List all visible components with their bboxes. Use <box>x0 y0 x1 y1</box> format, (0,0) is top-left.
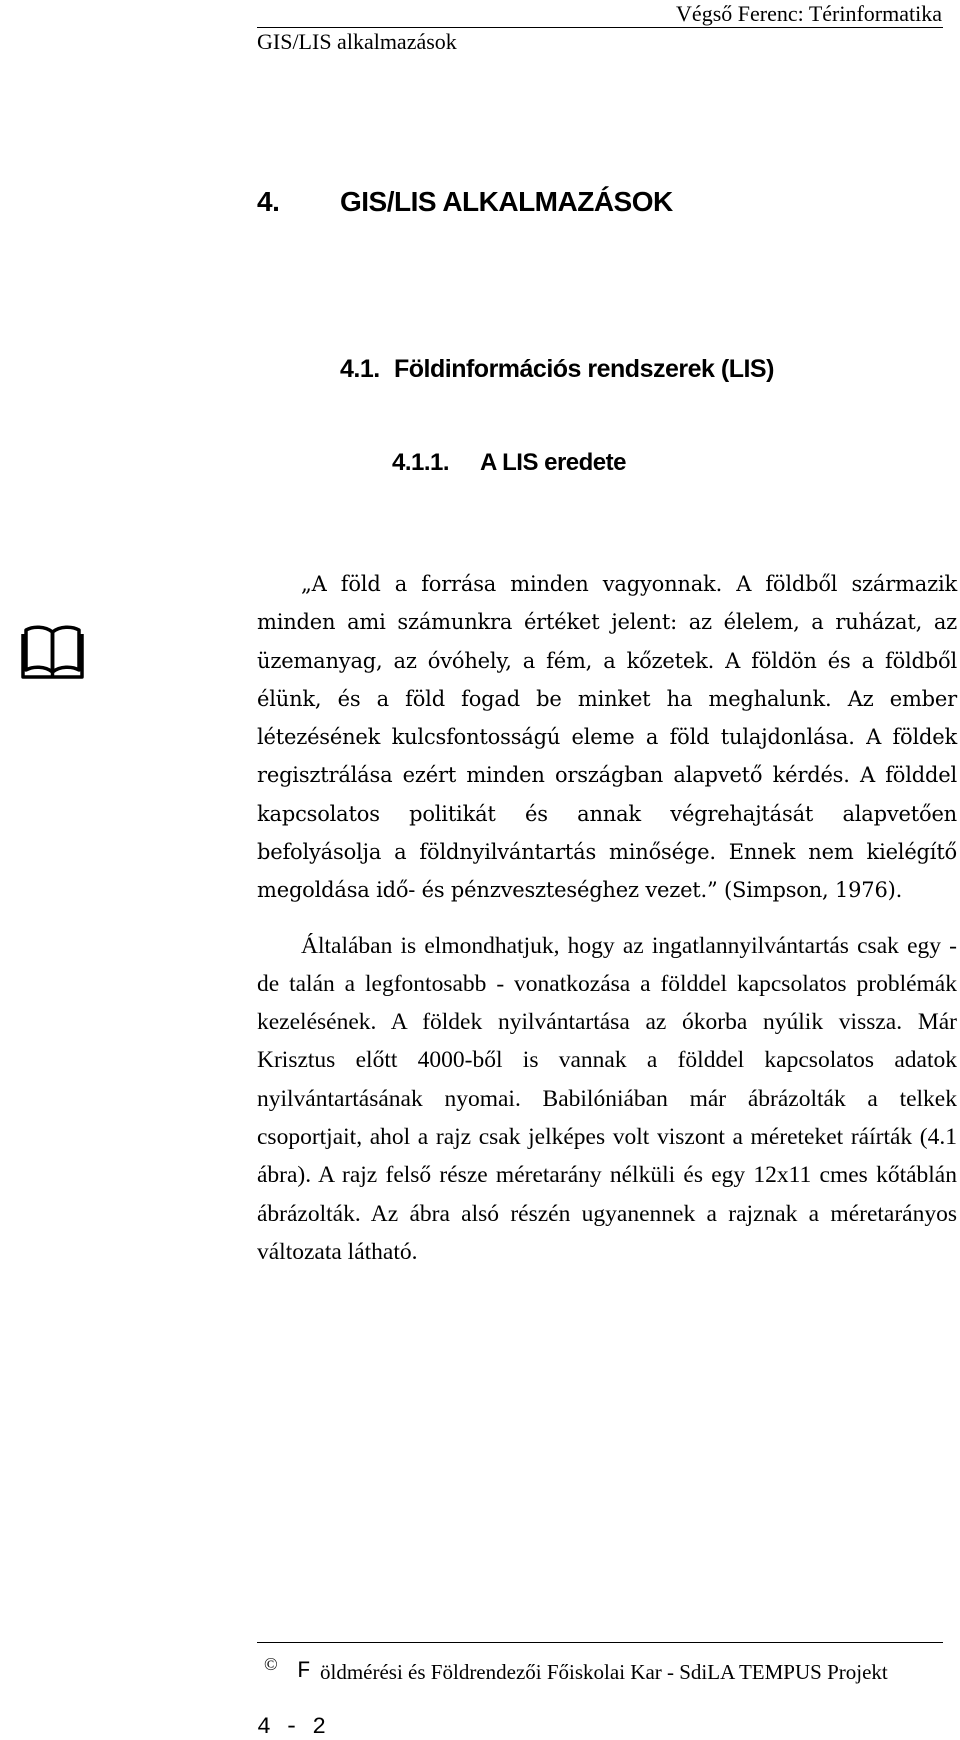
quote-paragraph: „A föld a forrása minden vagyonnak. A földből származik minden ami számunkra értéket jelent: az élelem, a ruházat, az üzemanyag, az óvóhely, a fém, a kőzetek. A földön és a földből élünk, és a föld fogad be minket ha meghalunk. Az ember létezésének kulcsfontosságú eleme a föld tulajdonlása. A földek regisztrálása ezért minden országban alapvető kérdés. A földdel kapcsolatos politikát és annak végrehajtását alapvetően befolyásolja a földnyilvántartás minősége. Ennek nem kielégítő megoldása idő- és pénzveszteséghez vezet.” (Simpson, 1976). <box>257 572 957 903</box>
footer-initial: F <box>297 1658 311 1684</box>
body-paragraph: Általában is elmondhatjuk, hogy az ingatlannyilvántartás csak egy - de talán a legfontosabb - vonatkozása a földdel kapcsolatos problémák kezelésének. A földek nyilvántartása az ókorba nyúlik vissza. Már Krisztus előtt 4000-ből is vannak a földdel kapcsolatos adatok nyilvántartásának nyomai. Babilóniában már ábrázolták a telkek csoportjait, ahol a rajz csak jelképes volt viszont a méreteket ráírták (4.1 ábra). A rajz felső része méretarány nélküli és egy 12x11 cmes kőtáblán ábrázolták. Az ábra alsó részén ugyanennek a rajznak a méretarányos változata látható. <box>257 932 957 1265</box>
header-rule <box>257 27 943 28</box>
footer-institution: öldmérési és Földrendezői Főiskolai Kar - SdiLA TEMPUS Projekt <box>320 1660 888 1684</box>
subsection-number: 4.1.1. <box>392 449 450 476</box>
section-title: Földinformációs rendszerek (LIS) <box>394 355 774 383</box>
section-number: 4.1. <box>340 355 380 383</box>
copyright-symbol: © <box>264 1654 278 1674</box>
open-book-icon <box>20 620 85 682</box>
running-header-left: GIS/LIS alkalmazások <box>257 29 457 54</box>
footer-rule <box>257 1642 943 1643</box>
subsection-title: A LIS eredete <box>480 449 626 476</box>
page-number: 4 - 2 <box>257 1714 327 1740</box>
running-header-right: Végső Ferenc: Térinformatika <box>676 1 942 26</box>
chapter-title: GIS/LIS ALKALMAZÁSOK <box>340 186 673 217</box>
chapter-number: 4. <box>257 186 280 217</box>
